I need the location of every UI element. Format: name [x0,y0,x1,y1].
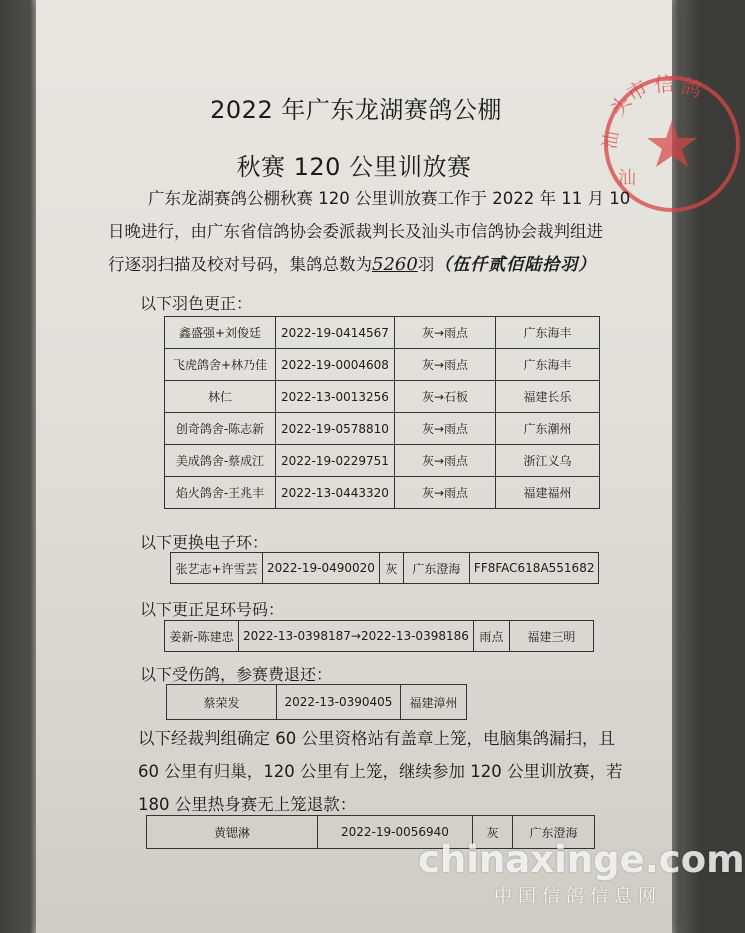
table-row [165,349,600,381]
injured-cell-2: 福建漳州 [401,685,467,720]
color-row-2-cell-1: 2022-13-0013256 [276,381,395,413]
table-row [165,477,600,509]
chip-cell-3: 广东澄海 [403,553,469,584]
document-title: 2022 年广东龙湖赛鸽公棚 [210,96,502,124]
color-row-5-cell-1: 2022-13-0443320 [276,477,395,509]
color-correction-table [164,316,600,509]
svg-text:头: 头 [605,90,637,122]
color-row-0-cell-1: 2022-19-0414567 [276,317,395,349]
section-chip-replacement: 以下更换电子环： [140,533,269,552]
watermark-url: chinaxinge.com [418,838,745,881]
ring-cell-3: 福建三明 [509,621,593,652]
color-row-5-cell-0: 焰火鸽舍-王兆丰 [165,477,276,509]
color-row-2-cell-3: 福建长乐 [496,381,600,413]
color-row-1-cell-0: 飞虎鸽舍+林乃佳 [165,349,276,381]
table-row [165,445,600,477]
ring-cell-2: 雨点 [473,621,509,652]
document-subtitle: 秋赛 120 公里训放赛 [236,153,472,181]
table-row [165,317,600,349]
svg-text:信: 信 [653,71,676,97]
color-row-3-cell-0: 创奇鸽舍-陈志新 [165,413,276,445]
svg-text:鸽: 鸽 [678,73,705,103]
color-row-0-cell-0: 鑫盛强+刘俊廷 [165,317,276,349]
svg-text:汕: 汕 [599,129,624,151]
injured-cell-0: 蔡荣发 [167,685,277,720]
color-row-1-cell-3: 广东海丰 [496,349,600,381]
color-row-4-cell-2: 灰→雨点 [395,445,496,477]
ring-cell-0: 姜新-陈建忠 [165,621,239,652]
closing-paragraph [104,722,664,821]
resumed-cell-1: 2022-19-0056940 [318,816,473,849]
color-row-4-cell-0: 美成鸽舍-蔡成江 [165,445,276,477]
injured-cell-1: 2022-13-0390405 [277,685,401,720]
section-ring-correction: 以下更正足环号码： [140,600,285,619]
table-row [165,621,594,652]
resumed-cell-3: 广东澄海 [513,816,595,849]
handwritten-total-chinese: （伍仟贰佰陆拾羽） [434,255,597,275]
intro-paragraph [104,182,664,282]
color-row-4-cell-1: 2022-19-0229751 [276,445,395,477]
color-row-1-cell-1: 2022-19-0004608 [276,349,395,381]
color-row-3-cell-1: 2022-19-0578810 [276,413,395,445]
table-row [165,381,600,413]
intro-line-3-text: 行逐羽扫描及校对号码，集鸽总数为 [108,255,372,274]
color-row-0-cell-3: 广东海丰 [496,317,600,349]
table-row [167,685,467,720]
color-row-5-cell-3: 福建福州 [496,477,600,509]
closing-line-1: 以下经裁判组确定 60 公里资格站有盖章上笼，电脑集鸽漏扫，且 [138,729,615,748]
svg-text:市: 市 [622,75,652,107]
table-row [171,553,599,584]
svg-text:汕: 汕 [618,168,636,189]
section-color-correction: 以下羽色更正： [140,294,253,313]
handwritten-total: 5260 [372,254,418,275]
ring-correction-table [164,620,594,652]
intro-line-2: 日晚进行，由广东省信鸽协会委派裁判长及汕头市信鸽协会裁判组进 [108,222,603,241]
unit-label: 羽 [417,255,435,274]
closing-line-2: 60 公里有归巢，120 公里有上笼，继续参加 120 公里训放赛，若 [138,762,623,781]
color-row-4-cell-3: 浙江义乌 [496,445,600,477]
color-row-3-cell-2: 灰→雨点 [395,413,496,445]
chip-cell-2: 灰 [379,553,403,584]
color-row-5-cell-2: 灰→雨点 [395,477,496,509]
intro-line-3 [108,248,664,282]
chip-cell-1: 2022-19-0490020 [263,553,380,584]
color-row-3-cell-3: 广东潮州 [496,413,600,445]
chip-replacement-table [170,552,599,584]
chip-cell-0: 张艺志+许雪芸 [171,553,263,584]
color-row-2-cell-0: 林仁 [165,381,276,413]
intro-line-1: 广东龙湖赛鸽公棚秋赛 120 公里训放赛工作于 2022 年 11 月 10 [148,189,631,208]
resumed-cell-2: 灰 [473,816,513,849]
watermark-site-name: 中国信鸽信息网 [494,886,662,907]
ring-cell-1: 2022-13-0398187→2022-13-0398186 [239,621,474,652]
table-row [165,413,600,445]
section-injured-refund: 以下受伤鸽，参赛费退还： [140,665,333,684]
injured-refund-table [166,684,467,720]
resumed-cell-0: 黄锶淋 [147,816,318,849]
color-row-1-cell-2: 灰→雨点 [395,349,496,381]
chip-cell-4: FF8FAC618A551682 [469,553,599,584]
color-row-0-cell-2: 灰→雨点 [395,317,496,349]
color-row-2-cell-2: 灰→石板 [395,381,496,413]
closing-line-3: 180 公里热身赛无上笼退款： [138,795,357,814]
